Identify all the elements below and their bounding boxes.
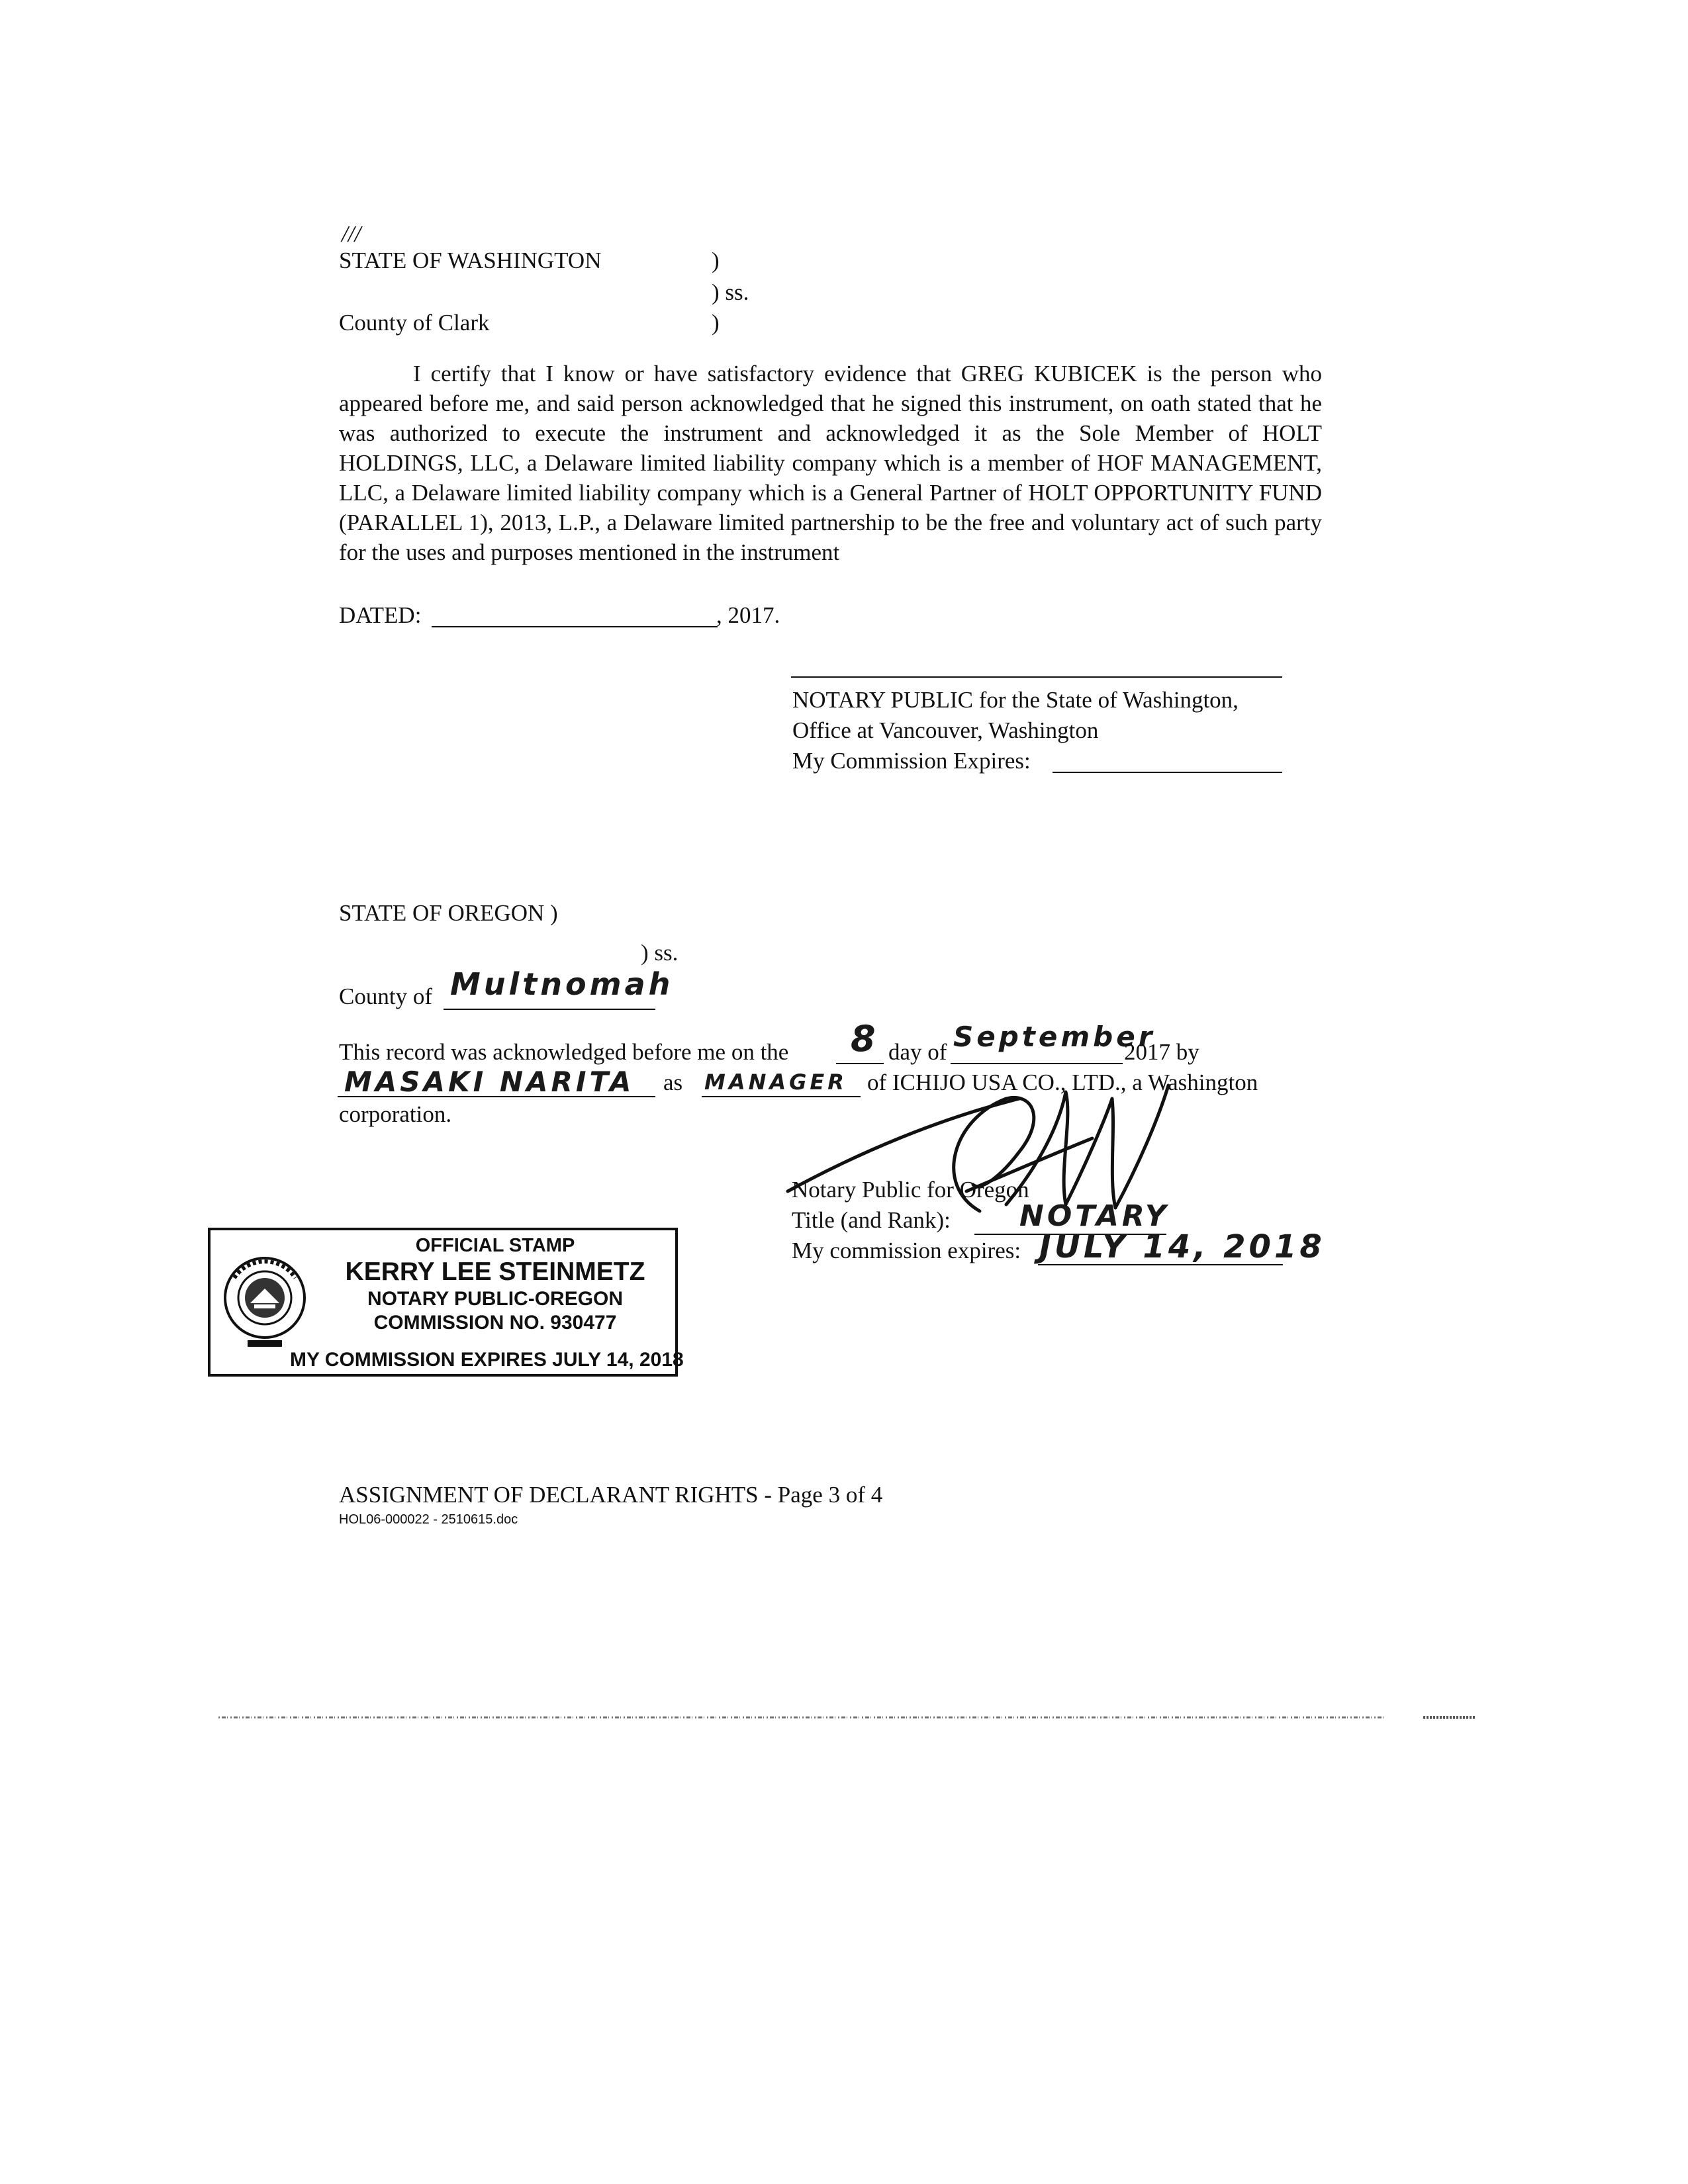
certification-paragraph xyxy=(339,359,1322,567)
state-washington-heading: STATE OF WASHINGTON xyxy=(339,248,602,273)
record-name-line xyxy=(338,1096,655,1097)
oregon-commission-label: My commission expires: xyxy=(792,1238,1021,1263)
stamp-line-expires: MY COMMISSION EXPIRES JULY 14, 2018 xyxy=(290,1349,684,1371)
oregon-commission-line xyxy=(1038,1264,1283,1265)
venue-ss: ) ss. xyxy=(712,279,749,305)
record-corp-text: corporation. xyxy=(339,1101,452,1127)
stamp-line-official: OFFICIAL STAMP xyxy=(415,1235,575,1256)
record-as-label: as xyxy=(663,1069,683,1095)
washington-commission-label: My Commission Expires: xyxy=(792,748,1031,774)
washington-notary-title: NOTARY PUBLIC for the State of Washington, xyxy=(792,687,1239,713)
stamp-line-notary: NOTARY PUBLIC-OREGON xyxy=(367,1288,624,1310)
stamp-line-commission-no: COMMISSION NO. 930477 xyxy=(373,1312,617,1334)
oregon-county-line xyxy=(444,1009,655,1010)
dated-year: , 2017. xyxy=(716,602,780,628)
record-text-2: day of xyxy=(888,1039,947,1065)
state-seal-icon xyxy=(221,1251,308,1351)
record-month-line xyxy=(951,1063,1123,1064)
record-text-1: This record was acknowledged before me on the xyxy=(339,1039,789,1065)
record-company-text: of ICHIJO USA CO., LTD., a Washington xyxy=(867,1069,1258,1095)
record-role-handwritten: MANAGER xyxy=(704,1069,847,1095)
record-month-handwritten: September xyxy=(953,1021,1156,1053)
oregon-county-label: County of xyxy=(339,983,432,1009)
oregon-title-rank-label: Title (and Rank): xyxy=(792,1207,951,1233)
scan-artifact xyxy=(218,1714,1476,1721)
washington-commission-blank xyxy=(1053,772,1282,773)
record-text-3: 2017 by xyxy=(1124,1039,1199,1065)
stamp-line-name: KERRY LEE STEINMETZ xyxy=(345,1257,645,1286)
oregon-county-handwritten: Multnomah xyxy=(450,966,674,1002)
dated-blank-line xyxy=(432,626,718,627)
record-day-line xyxy=(836,1063,884,1064)
official-notary-stamp xyxy=(208,1228,684,1377)
washington-notary-office: Office at Vancouver, Washington xyxy=(792,717,1099,743)
oregon-venue-ss: ) ss. xyxy=(641,940,679,966)
footer-document-title: ASSIGNMENT OF DECLARANT RIGHTS - Page 3 of 4 xyxy=(339,1482,883,1508)
oregon-commission-handwritten: JULY 14, 2018 xyxy=(1039,1228,1325,1265)
certification-text: I certify that I know or have satisfactory evidence that GREG KUBICEK is the person who appeared before me, and said person acknowledged that he signed this instrument, on oath stated that he was authorized to execute the instrument and acknowledged it as the Sole Member of HOLT HOLDINGS, LLC, a Delaware limited liability company which is a member of HOF MANAGEMENT, LLC, a Delaware limited liability company which is a General Partner of HOLT OPPORTUNITY FUND (PARALLEL 1), 2013, L.P., a Delaware limited partnership to be the free and voluntary act of such party for the uses and purposes mentioned in the instrument xyxy=(339,361,1322,565)
record-name-handwritten: MASAKI NARITA xyxy=(344,1066,635,1098)
section-marker: /// xyxy=(342,221,361,247)
oregon-notary-public-label: Notary Public for Oregon xyxy=(792,1177,1029,1203)
dated-label: DATED: xyxy=(339,602,422,628)
venue-paren-1: ) xyxy=(712,248,720,273)
oregon-title-rank-handwritten: NOTARY xyxy=(1019,1199,1170,1233)
record-day-handwritten: 8 xyxy=(851,1018,879,1060)
footer-document-code: HOL06-000022 - 2510615.doc xyxy=(339,1512,518,1527)
venue-paren-3: ) xyxy=(712,310,720,336)
washington-signature-line xyxy=(791,676,1282,678)
county-clark: County of Clark xyxy=(339,310,490,336)
state-oregon-heading: STATE OF OREGON ) xyxy=(339,900,558,926)
